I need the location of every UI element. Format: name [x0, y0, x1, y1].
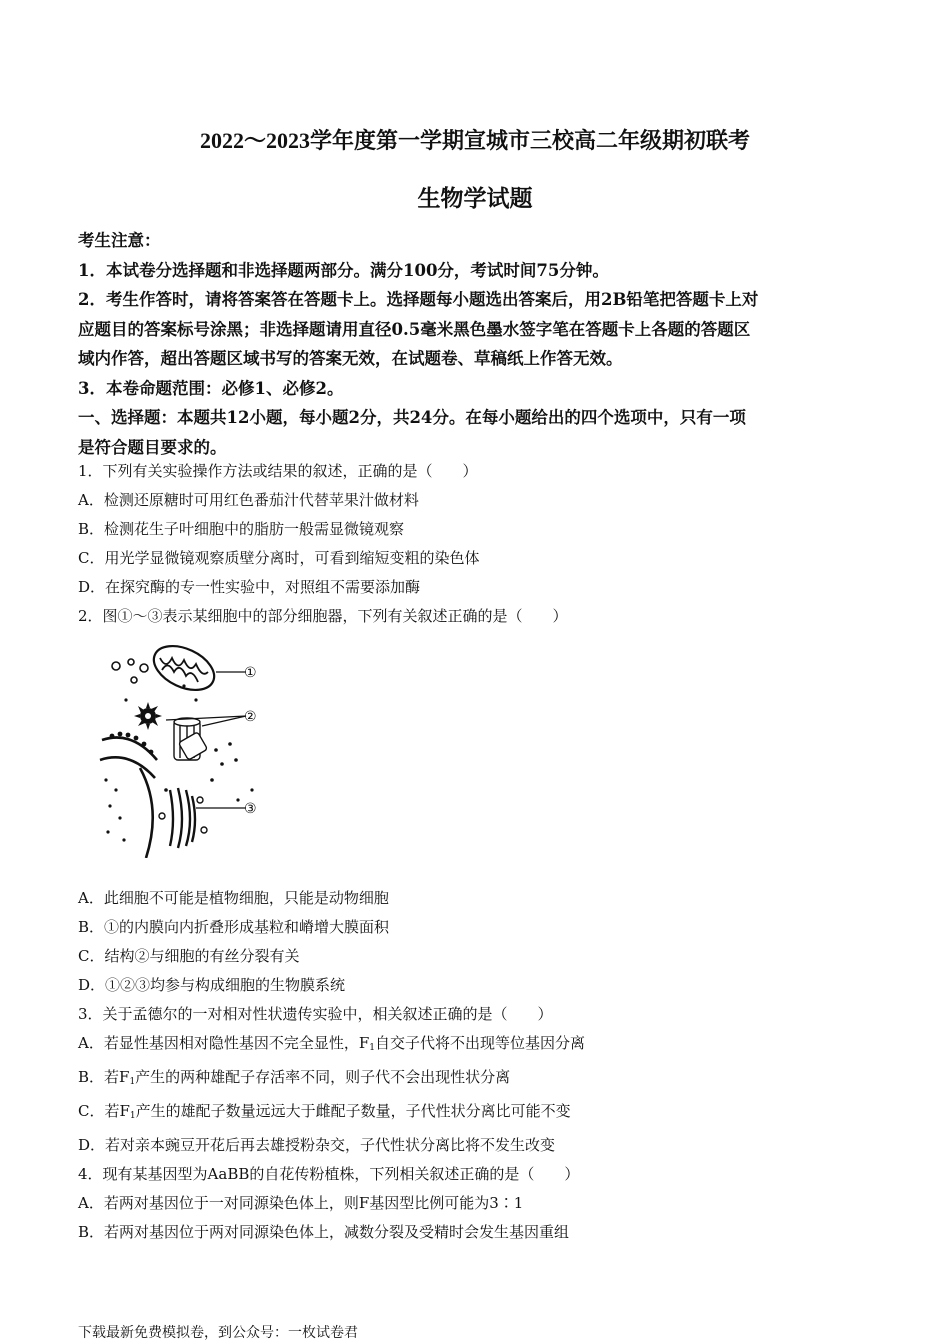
- question-1-option-d: D．在探究酶的专一性实验中，对照组不需要添加酶: [78, 578, 421, 596]
- question-1-stem: 1．下列有关实验操作方法或结果的叙述，正确的是（ ）: [78, 462, 478, 480]
- exam-subtitle: 生物学试题: [417, 186, 533, 211]
- mitochondrion-drawing: [147, 640, 221, 699]
- organelle-diagram: [96, 640, 268, 858]
- note-item: 应题目的答案标号涂黑；非选择题请用直径0.5毫米黑色墨水签字笔在答题卡上各题的答题区: [78, 319, 751, 339]
- notes-heading: 考生注意：: [78, 231, 161, 250]
- section-title: 一、选择题：本题共12小题，每小题2分，共24分。在每小题给出的四个选项中，只有一项: [78, 408, 746, 427]
- organelle-figure: [96, 640, 268, 858]
- question-1-option-c: C．用光学显微镜观察质壁分离时，可看到缩短变粗的染色体: [78, 549, 480, 567]
- exam-notes: [78, 226, 878, 462]
- question-4-option-b: B．若两对基因位于两对同源染色体上，减数分裂及受精时会发生基因重组: [78, 1223, 570, 1241]
- text-part: 产生的两种雄配子存活率不同，则子代不会出现性状分离: [135, 1068, 511, 1086]
- text-part: 自交子代将不出现等位基因分离: [374, 1034, 585, 1052]
- question-block-2: [78, 884, 898, 1247]
- centrosome-drawing: [134, 702, 162, 730]
- question-1-option-a: A．检测还原糖时可用红色番茄汁代替苹果汁做材料: [78, 491, 419, 509]
- question-2-stem: 2．图①～③表示某细胞中的部分细胞器，下列有关叙述正确的是（ ）: [78, 607, 568, 625]
- label-3: ③: [244, 801, 257, 817]
- question-3-stem: 3．关于孟德尔的一对相对性状遗传实验中，相关叙述正确的是（ ）: [78, 1005, 553, 1023]
- question-block-1: [78, 457, 898, 631]
- note-item: 2．考生作答时，请将答案答在答题卡上。选择题每小题选出答案后，用2B铅笔把答题卡上对: [78, 290, 759, 309]
- footer-note: 下载最新免费模拟卷，到公众号：一枚试卷君: [78, 1325, 358, 1341]
- label-2: ②: [244, 709, 257, 725]
- question-4-option-a: A．若两对基因位于一对同源染色体上，则F基因型比例可能为3∶1: [78, 1194, 524, 1212]
- text-part: 产生的雄配子数量远远大于雌配子数量，子代性状分离比可能不变: [135, 1102, 571, 1120]
- question-3-option-d: D．若对亲本豌豆开花后再去雄授粉杂交，子代性状分离比将不发生改变: [78, 1136, 556, 1154]
- question-2-option-d: D．①②③均参与构成细胞的生物膜系统: [78, 976, 346, 994]
- note-item: 3．本卷命题范围：必修1、必修2。: [78, 378, 344, 398]
- text-part: A．若显性基因相对隐性基因不完全显性，F: [78, 1034, 370, 1052]
- question-2-option-a: A．此细胞不可能是植物细胞，只能是动物细胞: [78, 889, 389, 907]
- subscript: 1: [129, 1111, 136, 1121]
- exam-title: 2022～2023学年度第一学期宣城市三校高二年级期初联考: [199, 128, 750, 153]
- question-2-option-b: B．①的内膜向内折叠形成基粒和嵴增大膜面积: [78, 918, 390, 936]
- centriole-drawing: [174, 718, 208, 760]
- question-3-option-c: [78, 1097, 898, 1131]
- text-part: B．若F: [78, 1068, 130, 1086]
- text-part: C．若F: [78, 1102, 130, 1120]
- question-3-option-b: [78, 1063, 898, 1097]
- note-item: 1．本试卷分选择题和非选择题两部分。满分100分，考试时间75分钟。: [78, 260, 609, 280]
- question-4-stem: 4．现有某基因型为AaBB的自花传粉植株，下列相关叙述正确的是（ ）: [78, 1165, 580, 1183]
- subscript: 1: [129, 1077, 136, 1087]
- question-1-option-b: B．检测花生子叶细胞中的脂肪一般需显微镜观察: [78, 520, 405, 538]
- subscript: 1: [369, 1043, 375, 1053]
- golgi-drawing: [170, 788, 195, 848]
- label-1: ①: [244, 665, 257, 681]
- question-3-option-a: [78, 1029, 898, 1063]
- section-title-cont: 是符合题目要求的。: [78, 437, 227, 457]
- question-2-option-c: C．结构②与细胞的有丝分裂有关: [78, 947, 300, 965]
- note-item: 域内作答，超出答题区域书写的答案无效，在试题卷、草稿纸上作答无效。: [78, 349, 623, 368]
